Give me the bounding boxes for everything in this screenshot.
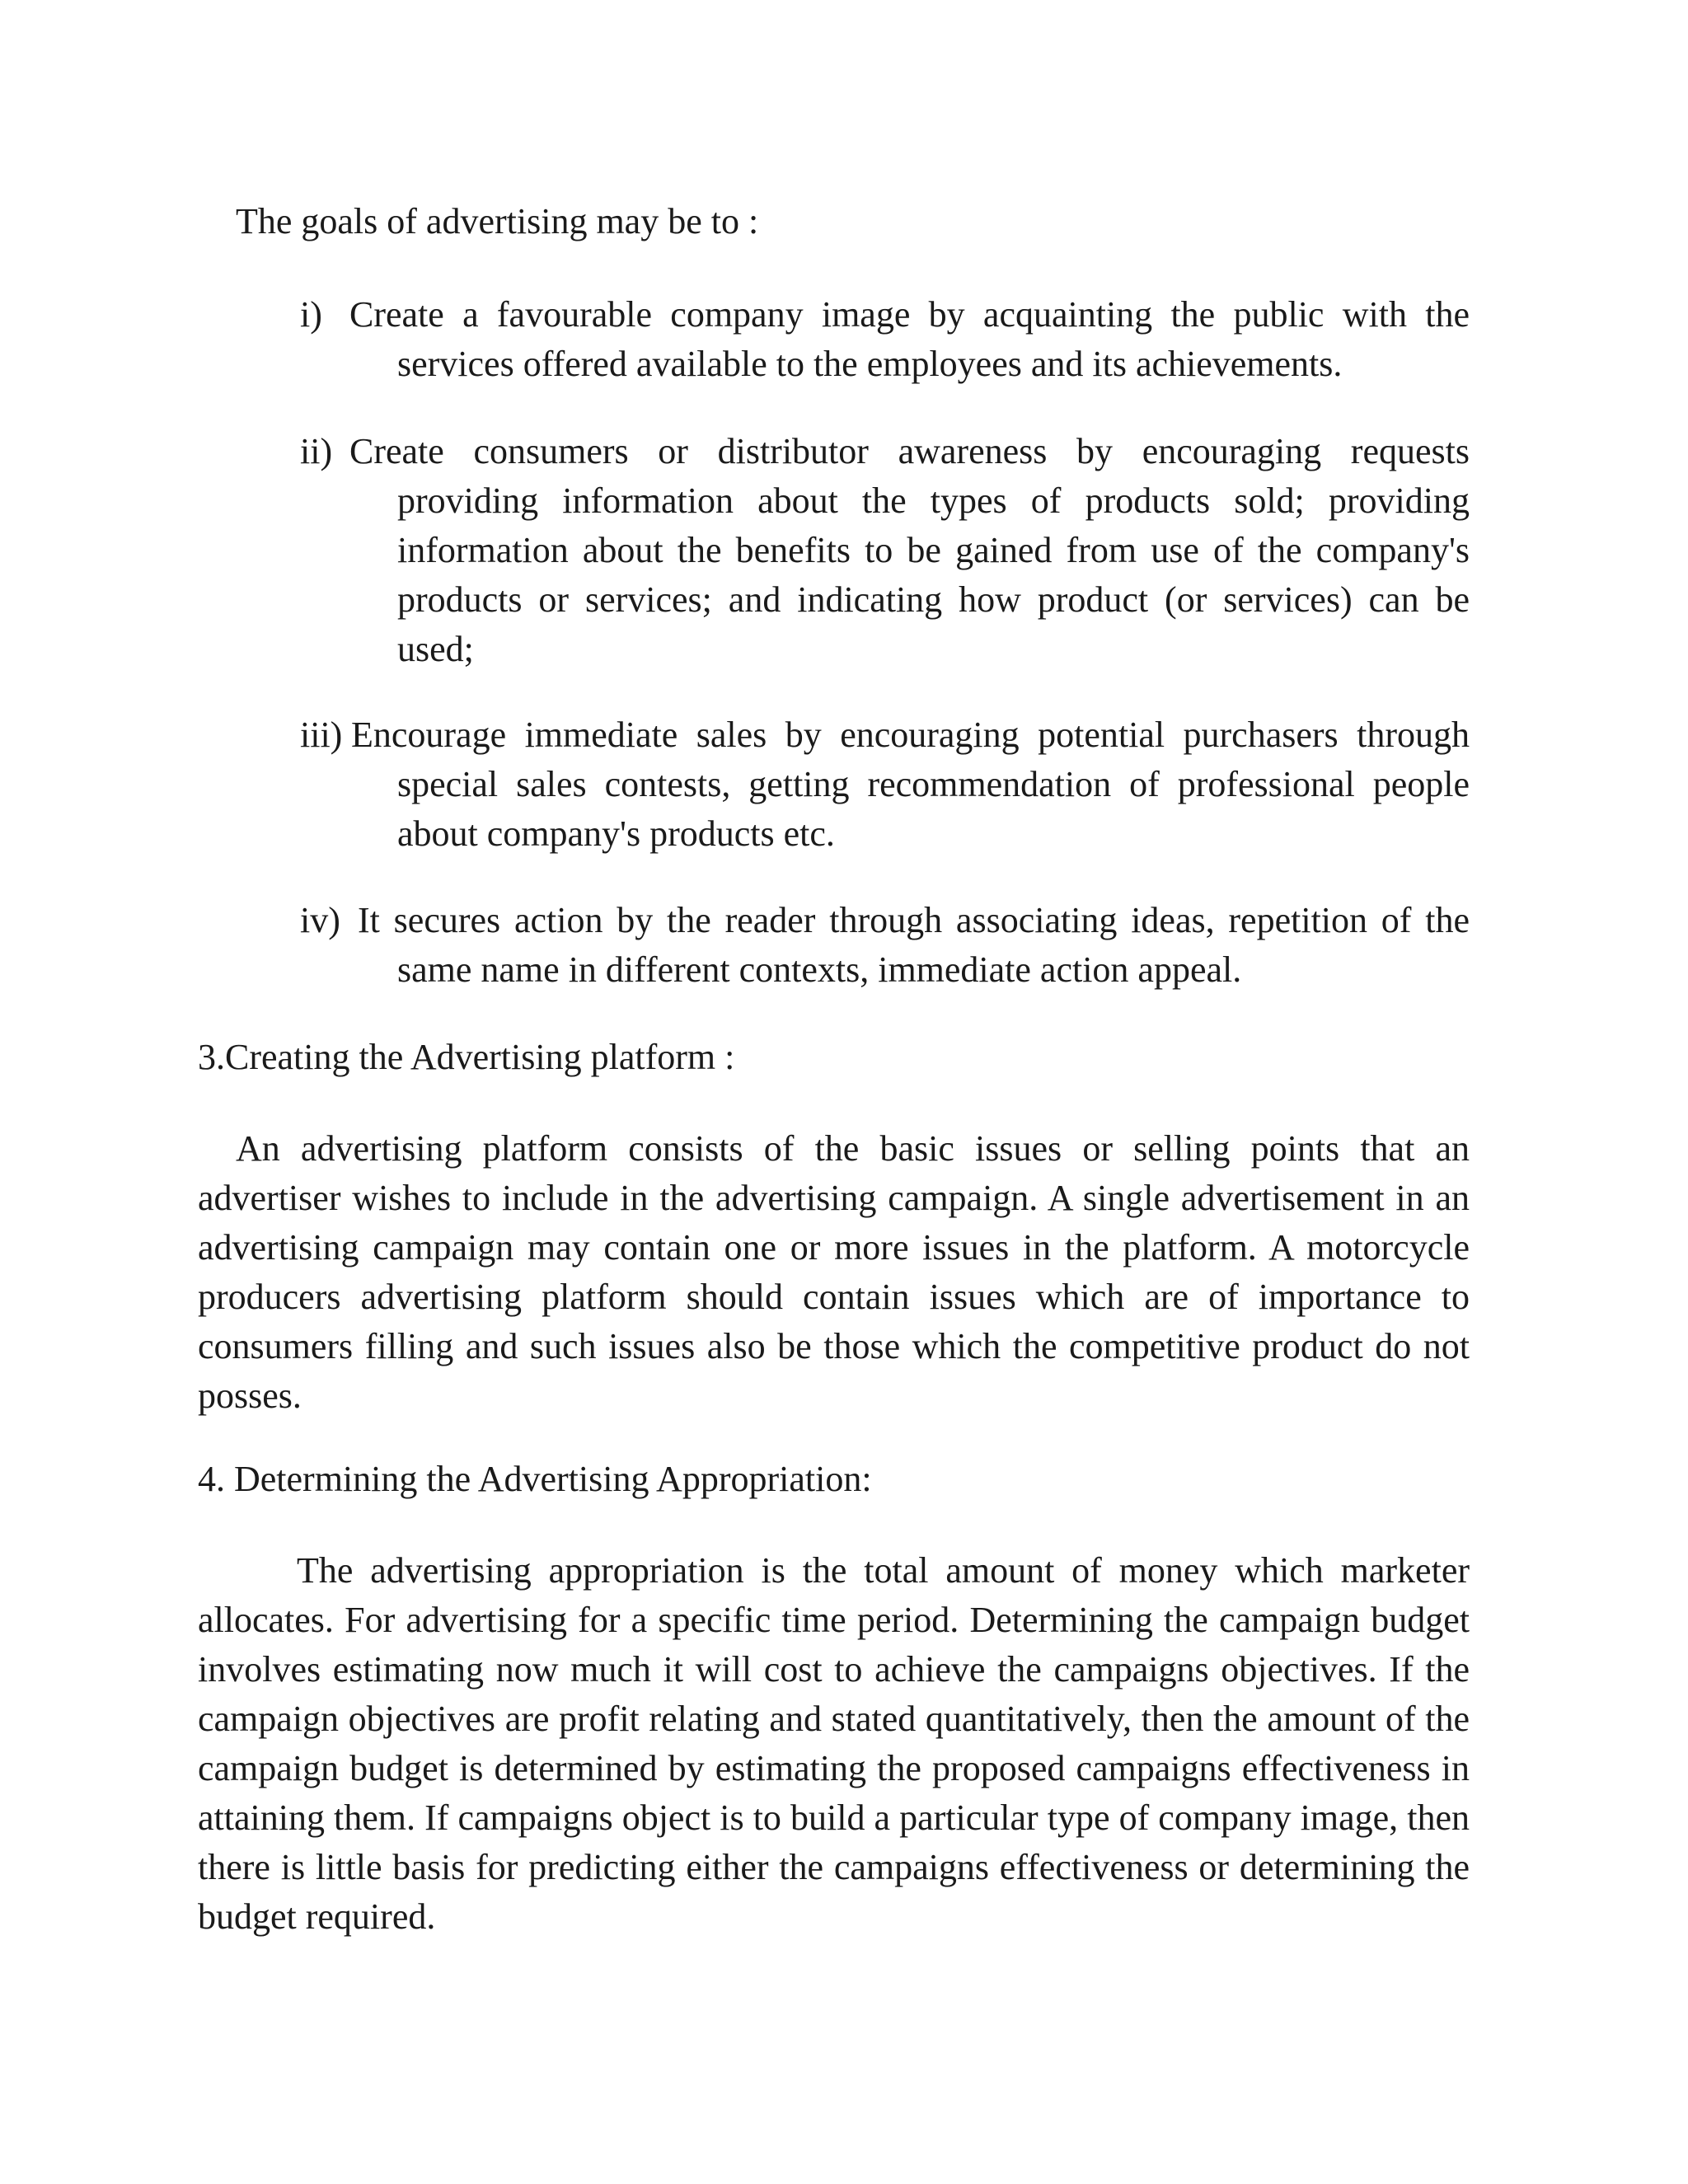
document-page [198, 0, 1470, 2184]
goal-item-number: iii) [300, 715, 343, 755]
goal-item-1 [300, 290, 1470, 389]
goal-item-number: iv) [300, 900, 340, 940]
section-heading-appropriation: 4. Determining the Advertising Appropriation: [198, 1459, 872, 1499]
goals-intro: The goals of advertising may be to : [236, 201, 759, 241]
goal-item-text: It secures action by the reader through associating ideas, repetition of the same name in different contexts, immediate action appeal. [358, 900, 1470, 990]
goal-item-text: Create a favourable company image by acquainting the public with the services offered available to the employees and its achievements. [349, 294, 1470, 384]
goal-item-4 [300, 896, 1470, 995]
goal-item-number: i) [300, 294, 322, 335]
platform-paragraph: An advertising platform consists of the basic issues or selling points that an advertiser wishes to include in the advertising campaign. A single advertisement in an advertising campaign may contain one or more issues in the platform. A motorcycle producers advertising platform should contain issues which are of importance to consumers filling and such issues also be those which the competitive product do not posses. [198, 1128, 1470, 1416]
appropriation-paragraph: The advertising appropriation is the total amount of money which marketer allocates. For advertising for a specific time period. Determining the campaign budget involves estimating now much it will cost to achieve the campaigns objectives. If the campaign objectives are profit relating and stated quantitatively, then the amount of the campaign budget is determined by estimating the proposed campaigns effectiveness in attaining them. If campaigns object is to build a particular type of company image, then there is little basis for predicting either the campaigns effectiveness or determining the budget required. [198, 1550, 1470, 1937]
goal-item-text: Encourage immediate sales by encouraging potential purchasers through special sales contests, getting recommendation of professional people about company's products etc. [351, 715, 1470, 854]
goal-item-3 [300, 710, 1470, 859]
section-heading-platform: 3.Creating the Advertising platform : [198, 1037, 735, 1077]
goal-item-number: ii) [300, 431, 333, 471]
goal-item-text: Create consumers or distributor awareness by encouraging requests providing information about the types of products sold; providing information about the benefits to be gained from use of the company's products or services; and indicating how product (or services) can be used; [349, 431, 1470, 669]
goal-item-2 [300, 427, 1470, 674]
